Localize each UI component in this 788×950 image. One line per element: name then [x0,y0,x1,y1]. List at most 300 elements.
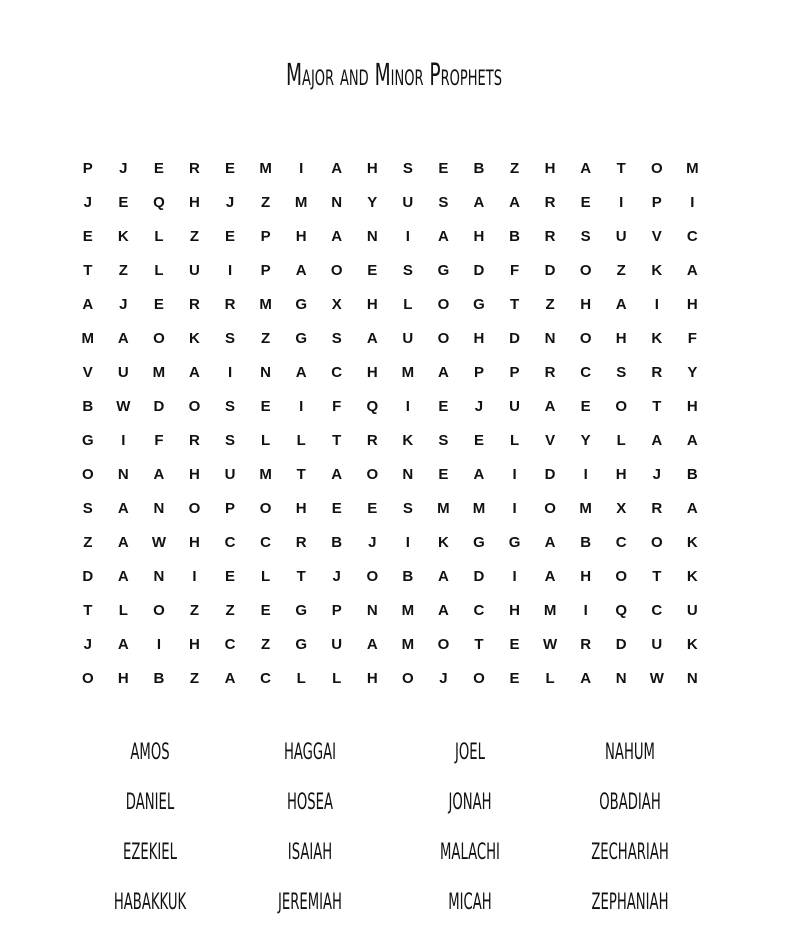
grid-letter: H [366,363,378,381]
grid-letter: F [154,431,164,449]
grid-letter: L [509,431,520,449]
grid-letter: M [472,499,486,517]
grid-letter: F [687,329,697,347]
grid-letter: G [508,533,521,551]
grid-letter: E [225,567,236,585]
grid-letter: X [616,499,627,517]
grid-letter: H [580,567,592,585]
grid-letter: T [296,567,306,585]
grid-letter: T [616,159,626,177]
grid-letter: I [227,261,233,279]
grid-letter: D [615,635,627,653]
grid-letter: J [439,669,448,687]
grid-letter: O [259,499,272,517]
grid-letter: A [189,363,200,381]
grid-letter: K [402,431,414,449]
grid-letter: E [580,193,591,211]
grid-letter: M [294,193,308,211]
grid-letter: A [295,261,307,279]
grid-letter: O [188,397,201,415]
grid-letter: E [118,193,129,211]
grid-letter: H [295,227,307,245]
grid-letter: G [295,601,307,619]
grid-letter: I [405,397,410,415]
word-search-grid [70,151,710,695]
grid-letter: G [295,635,307,653]
grid-letter: O [402,669,414,687]
grid-letter: N [153,499,165,517]
grid-letter: U [189,261,200,279]
grid-letter: B [402,567,414,585]
grid-letter: J [332,567,341,585]
grid-letter: B [509,227,520,245]
grid-letter: R [544,193,556,211]
grid-letter: I [512,499,517,517]
grid-letter: E [82,227,93,245]
word-list-item: MICAH [448,890,492,915]
grid-letter: R [544,227,556,245]
grid-letter: H [189,193,200,211]
grid-letter: O [330,261,343,279]
grid-letter: L [261,567,271,585]
grid-letter: K [651,329,663,347]
grid-letter: L [154,261,164,279]
grid-letter: Z [189,601,200,619]
grid-letter: I [619,193,624,211]
grid-row [70,253,710,287]
grid-letter: J [119,295,128,313]
grid-row [70,491,710,525]
grid-letter: S [438,431,449,449]
grid-letter: A [295,363,307,381]
grid-letter: X [331,295,342,313]
grid-letter: O [650,533,663,551]
grid-letter: E [260,397,271,415]
grid-letter: I [299,397,304,415]
word-list-item: DANIEL [125,790,175,815]
grid-row [70,287,710,321]
grid-letter: R [544,363,556,381]
grid-letter: W [151,533,166,551]
grid-letter: C [260,533,272,551]
grid-letter: U [331,635,343,653]
grid-letter: A [331,159,343,177]
grid-letter: O [437,295,450,313]
grid-letter: H [544,159,556,177]
grid-letter: A [615,295,627,313]
grid-letter: A [580,669,592,687]
grid-letter: J [368,533,377,551]
word-list-item: JONAH [448,790,492,815]
grid-letter: G [473,533,485,551]
grid-letter: E [438,465,449,483]
grid-letter: U [224,465,236,483]
grid-letter: A [437,227,449,245]
grid-letter: U [117,363,129,381]
grid-letter: F [332,397,342,415]
grid-letter: E [367,261,378,279]
grid-row [70,661,710,695]
grid-letter: O [81,465,94,483]
grid-letter: Y [367,193,378,211]
grid-row [70,559,710,593]
grid-letter: H [295,499,307,517]
word-list-item: JOEL [455,740,485,765]
grid-letter: R [651,363,663,381]
grid-letter: Z [225,601,235,619]
grid-letter: A [544,397,556,415]
grid-letter: A [331,227,343,245]
grid-letter: I [192,567,197,585]
grid-letter: B [153,669,165,687]
grid-letter: E [580,397,591,415]
grid-letter: S [402,499,413,517]
grid-row [70,423,710,457]
grid-letter: M [401,363,415,381]
grid-letter: Z [83,533,93,551]
grid-letter: A [651,431,663,449]
grid-letter: W [116,397,131,415]
grid-letter: H [473,329,485,347]
grid-letter: I [121,431,126,449]
grid-letter: N [615,669,627,687]
grid-letter: C [260,669,272,687]
grid-letter: U [615,227,627,245]
grid-letter: T [652,567,662,585]
grid-letter: U [509,397,520,415]
grid-letter: Z [261,635,271,653]
grid-letter: H [473,227,485,245]
grid-letter: P [82,159,93,177]
grid-letter: D [473,261,485,279]
grid-letter: L [296,669,306,687]
grid-letter: O [366,567,379,585]
grid-letter: I [583,601,588,619]
grid-letter: H [189,635,200,653]
grid-letter: S [331,329,342,347]
grid-letter: L [296,431,306,449]
grid-letter: Z [189,669,200,687]
grid-letter: R [651,499,663,517]
grid-letter: U [402,329,414,347]
grid-letter: E [153,159,164,177]
grid-letter: E [509,635,520,653]
grid-letter: I [690,193,695,211]
grid-letter: A [117,329,129,347]
grid-letter: L [261,431,271,449]
grid-letter: M [401,601,415,619]
grid-letter: M [259,465,272,483]
grid-letter: J [474,397,484,415]
grid-letter: A [580,159,592,177]
grid-letter: O [437,329,450,347]
grid-letter: Z [545,295,555,313]
grid-letter: L [545,669,555,687]
grid-letter: G [437,261,450,279]
grid-letter: T [83,261,93,279]
grid-letter: P [260,261,271,279]
grid-letter: E [438,159,449,177]
grid-letter: S [225,329,236,347]
grid-letter: H [686,295,698,313]
grid-letter: N [260,363,272,381]
grid-letter: Q [615,601,628,619]
word-list-item: HABAKKUK [113,890,187,915]
grid-letter: A [117,635,129,653]
grid-letter: L [332,669,342,687]
grid-letter: Z [261,193,271,211]
grid-letter: O [153,329,165,347]
grid-letter: M [543,601,557,619]
grid-letter: S [402,261,413,279]
grid-letter: D [82,567,94,585]
grid-letter: J [225,193,235,211]
grid-letter: Y [580,431,591,449]
grid-letter: A [473,465,485,483]
grid-letter: U [402,193,414,211]
grid-letter: R [366,431,378,449]
grid-letter: B [331,533,343,551]
grid-letter: P [331,601,342,619]
grid-letter: N [153,567,165,585]
grid-letter: H [615,329,627,347]
grid-letter: E [225,159,236,177]
grid-letter: E [260,601,271,619]
grid-letter: O [579,261,592,279]
grid-letter: H [366,669,378,687]
grid-letter: G [295,329,307,347]
grid-letter: M [579,499,592,517]
grid-letter: K [651,261,663,279]
grid-letter: N [331,193,343,211]
grid-letter: C [580,363,592,381]
grid-letter: S [616,363,627,381]
grid-letter: L [118,601,128,619]
page-title: Major and Minor Prophets [285,58,503,93]
grid-letter: A [366,635,378,653]
grid-letter: T [332,431,342,449]
grid-letter: K [437,533,449,551]
grid-letter: B [686,465,698,483]
grid-letter: H [189,533,200,551]
grid-letter: F [509,261,520,279]
grid-letter: N [117,465,129,483]
grid-letter: T [83,601,93,619]
grid-letter: H [686,397,698,415]
grid-letter: K [189,329,200,347]
grid-letter: T [509,295,520,313]
grid-letter: M [152,363,166,381]
grid-letter: T [652,397,662,415]
grid-letter: H [366,159,378,177]
grid-row [70,627,710,661]
grid-letter: D [509,329,520,347]
grid-row [70,355,710,389]
grid-letter: O [153,601,165,619]
grid-letter: J [119,159,128,177]
grid-letter: I [405,227,410,245]
grid-row [70,389,710,423]
grid-letter: J [652,465,661,483]
grid-letter: I [299,159,304,177]
grid-letter: A [437,567,449,585]
grid-letter: I [156,635,161,653]
grid-letter: L [154,227,164,245]
grid-letter: C [331,363,343,381]
grid-letter: A [686,261,698,279]
grid-letter: C [651,601,663,619]
grid-letter: E [438,397,449,415]
grid-letter: P [473,363,484,381]
word-list-item: AMOS [130,740,170,765]
grid-letter: O [544,499,556,517]
grid-letter: A [82,295,94,313]
grid-letter: D [544,465,556,483]
grid-letter: P [225,499,236,517]
grid-row [70,219,710,253]
grid-letter: Y [687,363,698,381]
grid-row [70,457,710,491]
grid-letter: D [544,261,556,279]
grid-letter: E [473,431,484,449]
grid-letter: I [227,363,233,381]
grid-letter: S [82,499,93,517]
grid-letter: W [543,635,558,653]
grid-letter: A [117,567,129,585]
grid-letter: A [437,363,449,381]
grid-letter: Z [261,329,271,347]
grid-letter: S [225,397,236,415]
grid-letter: O [437,635,450,653]
grid-letter: I [583,465,588,483]
grid-letter: N [544,329,556,347]
grid-letter: C [615,533,627,551]
grid-letter: A [686,431,698,449]
grid-letter: P [509,363,520,381]
grid-letter: K [686,567,698,585]
grid-letter: Q [366,397,379,415]
grid-letter: C [224,635,236,653]
grid-letter: K [686,635,698,653]
grid-letter: N [366,601,378,619]
grid-letter: A [117,533,129,551]
grid-letter: O [650,159,663,177]
grid-letter: N [366,227,378,245]
grid-letter: E [153,295,164,313]
grid-letter: H [580,295,592,313]
grid-letter: L [616,431,626,449]
grid-letter: R [580,635,592,653]
grid-letter: A [437,601,449,619]
grid-letter: O [188,499,201,517]
grid-letter: I [512,465,517,483]
grid-letter: K [117,227,129,245]
grid-row [70,321,710,355]
grid-letter: I [405,533,410,551]
grid-letter: O [81,669,94,687]
grid-letter: G [81,431,94,449]
grid-row [70,593,710,627]
grid-letter: Z [189,227,200,245]
word-list-item: ISAIAH [287,840,333,865]
grid-letter: H [366,295,378,313]
grid-letter: M [686,159,699,177]
grid-letter: L [403,295,413,313]
grid-letter: A [117,499,129,517]
grid-letter: D [153,397,165,415]
grid-letter: T [474,635,484,653]
word-list-item: EZEKIEL [123,840,177,865]
grid-letter: A [544,533,556,551]
word-list-item: OBADIAH [599,790,661,815]
grid-letter: A [153,465,165,483]
grid-letter: Z [118,261,128,279]
grid-letter: O [615,567,628,585]
grid-letter: R [295,533,307,551]
grid-letter: M [259,295,272,313]
word-list-item: HAGGAI [283,740,337,765]
grid-letter: R [224,295,236,313]
grid-letter: I [512,567,517,585]
grid-letter: A [473,193,485,211]
grid-letter: S [438,193,449,211]
grid-letter: P [260,227,271,245]
grid-letter: T [296,465,306,483]
grid-letter: B [473,159,485,177]
grid-letter: G [473,295,485,313]
grid-letter: A [331,465,343,483]
grid-letter: U [686,601,698,619]
grid-letter: V [82,363,93,381]
grid-letter: P [651,193,662,211]
grid-letter: B [580,533,592,551]
word-list-item: ZECHARIAH [591,840,669,865]
grid-letter: A [686,499,698,517]
grid-letter: O [473,669,485,687]
grid-letter: D [473,567,485,585]
grid-letter: I [654,295,659,313]
word-list-item: MALACHI [440,840,500,865]
grid-row [70,185,710,219]
grid-letter: H [615,465,627,483]
grid-letter: H [509,601,520,619]
grid-letter: B [82,397,94,415]
grid-letter: K [686,533,698,551]
grid-letter: A [224,669,236,687]
word-list-item: ZEPHANIAH [591,890,669,915]
grid-letter: M [401,635,415,653]
grid-letter: A [544,567,556,585]
grid-letter: C [686,227,698,245]
grid-letter: M [259,159,272,177]
grid-row [70,151,710,185]
grid-letter: O [615,397,628,415]
grid-letter: Q [153,193,165,211]
grid-letter: H [189,465,200,483]
grid-letter: C [224,533,236,551]
grid-letter: Z [509,159,520,177]
grid-letter: R [189,295,200,313]
grid-letter: S [580,227,591,245]
grid-letter: O [579,329,592,347]
grid-letter: O [366,465,379,483]
grid-letter: H [117,669,129,687]
grid-letter: R [189,431,200,449]
word-list [70,735,710,935]
grid-letter: Z [616,261,626,279]
grid-letter: N [402,465,414,483]
grid-letter: M [437,499,450,517]
